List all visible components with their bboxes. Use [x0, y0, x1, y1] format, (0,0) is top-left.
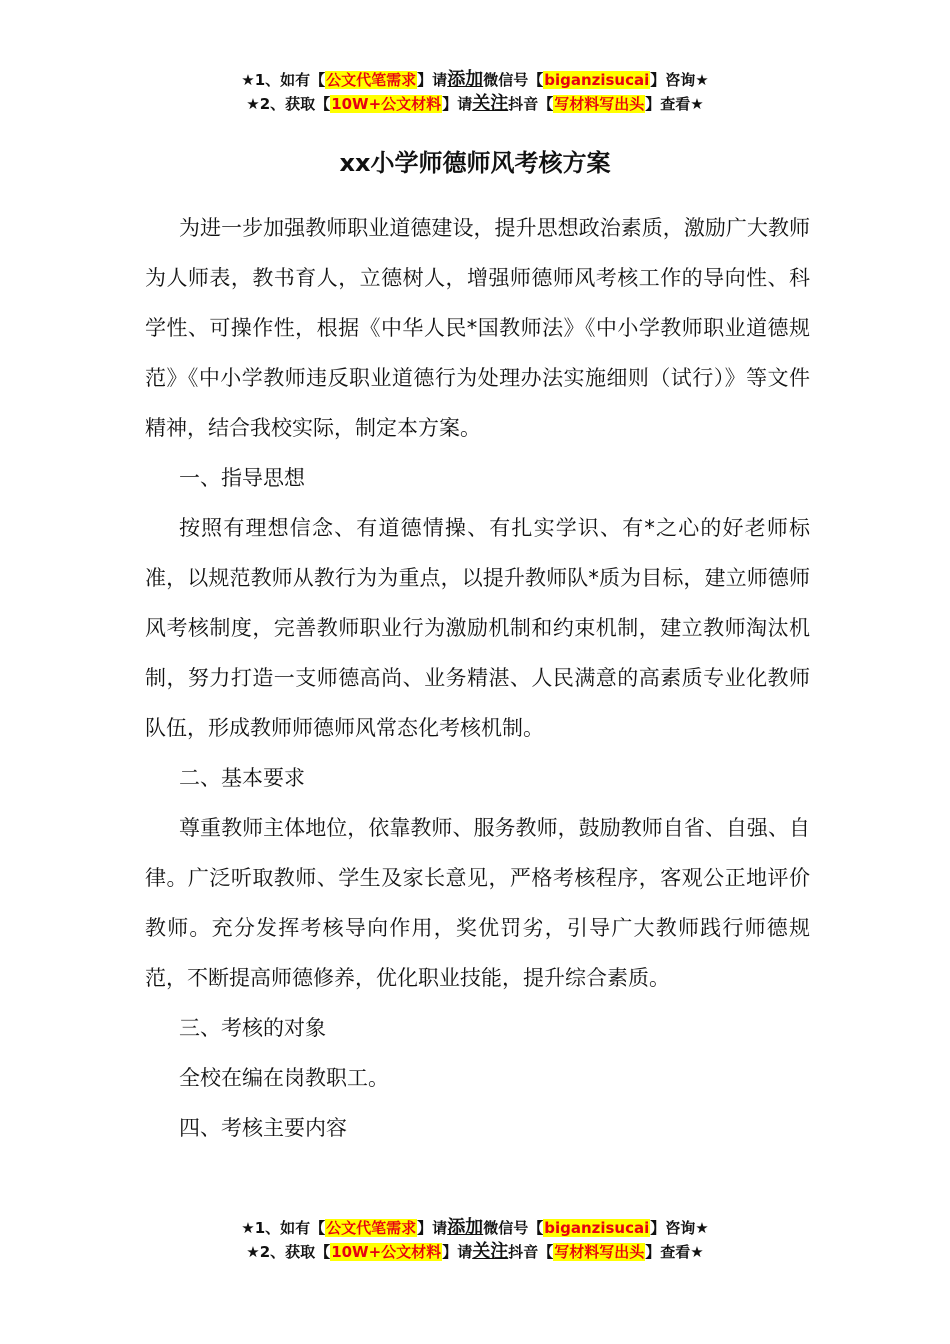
promo-emphasis: 关注 — [472, 1241, 509, 1262]
promo-text: 】查看★ — [645, 1243, 704, 1261]
paragraph: 按照有理想信念、有道德情操、有扎实学识、有*之心的好老师标准，以规范教师从教行为为重点，以提升教师队*质为目标，建立师德师风考核制度，完善教师职业行为激励机制和约束机制，建立教师淘汰机制，努力打造一支师德高尚、业务精湛、人民满意的高素质专业化教师队伍，形成教师师德师风常态化考核机制。 — [145, 516, 810, 740]
promo-line-1 — [0, 68, 950, 92]
document-title: xx小学师德师风考核方案 — [339, 149, 611, 177]
promo-text: 】咨询★ — [650, 1219, 709, 1237]
promo-emphasis: 添加 — [447, 69, 484, 90]
promo-line-2 — [0, 92, 950, 116]
promo-emphasis: 添加 — [447, 1217, 484, 1238]
section-heading: 四、考核主要内容 — [179, 1116, 347, 1140]
promo-highlight: 公文代笔需求 — [326, 71, 417, 89]
promo-text: 】查看★ — [645, 95, 704, 113]
promo-text: ★2、获取【 — [246, 1243, 331, 1261]
promo-highlight: 10W+公文材料 — [331, 95, 442, 113]
promo-text: ★1、如有【 — [241, 1219, 326, 1237]
promo-emphasis: 关注 — [472, 93, 509, 114]
section-heading: 二、基本要求 — [179, 766, 305, 790]
promo-banner-top — [0, 68, 950, 116]
promo-highlight: 写材料写出头 — [554, 95, 645, 113]
promo-highlight: biganzisucai — [544, 1219, 650, 1237]
promo-text: ★1、如有【 — [241, 71, 326, 89]
section-heading: 一、指导思想 — [179, 466, 305, 490]
promo-highlight: 公文代笔需求 — [326, 1219, 417, 1237]
promo-line-1 — [0, 1216, 950, 1240]
section-heading: 三、考核的对象 — [179, 1016, 326, 1040]
promo-text: 】咨询★ — [650, 71, 709, 89]
promo-text: 】请 — [442, 95, 473, 113]
promo-text: 抖音【 — [508, 1243, 554, 1261]
paragraph: 全校在编在岗教职工。 — [179, 1066, 389, 1090]
promo-line-2 — [0, 1240, 950, 1264]
promo-text: 】请 — [417, 1219, 448, 1237]
paragraph: 尊重教师主体地位，依靠教师、服务教师，鼓励教师自省、自强、自律。广泛听取教师、学生及家长意见，严格考核程序，客观公正地评价教师。充分发挥考核导向作用，奖优罚劣，引导广大教师践行师德规范，不断提高师德修养，优化职业技能，提升综合素质。 — [145, 816, 810, 990]
promo-text: 微信号【 — [483, 1219, 544, 1237]
promo-highlight: 10W+公文材料 — [331, 1243, 442, 1261]
promo-text: ★2、获取【 — [246, 95, 331, 113]
promo-highlight: biganzisucai — [544, 71, 650, 89]
promo-text: 抖音【 — [508, 95, 554, 113]
promo-banner-bottom — [0, 1216, 950, 1264]
paragraph: 为进一步加强教师职业道德建设，提升思想政治素质，激励广大教师为人师表，教书育人，立德树人，增强师德师风考核工作的导向性、科学性、可操作性，根据《中华人民*国教师法》《中小学教师职业道德规范》《中小学教师违反职业道德行为处理办法实施细则（试行）》等文件精神，结合我校实际，制定本方案。 — [145, 216, 810, 440]
promo-text: 】请 — [417, 71, 448, 89]
promo-highlight: 写材料写出头 — [554, 1243, 645, 1261]
promo-text: 】请 — [442, 1243, 473, 1261]
promo-text: 微信号【 — [483, 71, 544, 89]
document-body — [145, 203, 810, 1153]
